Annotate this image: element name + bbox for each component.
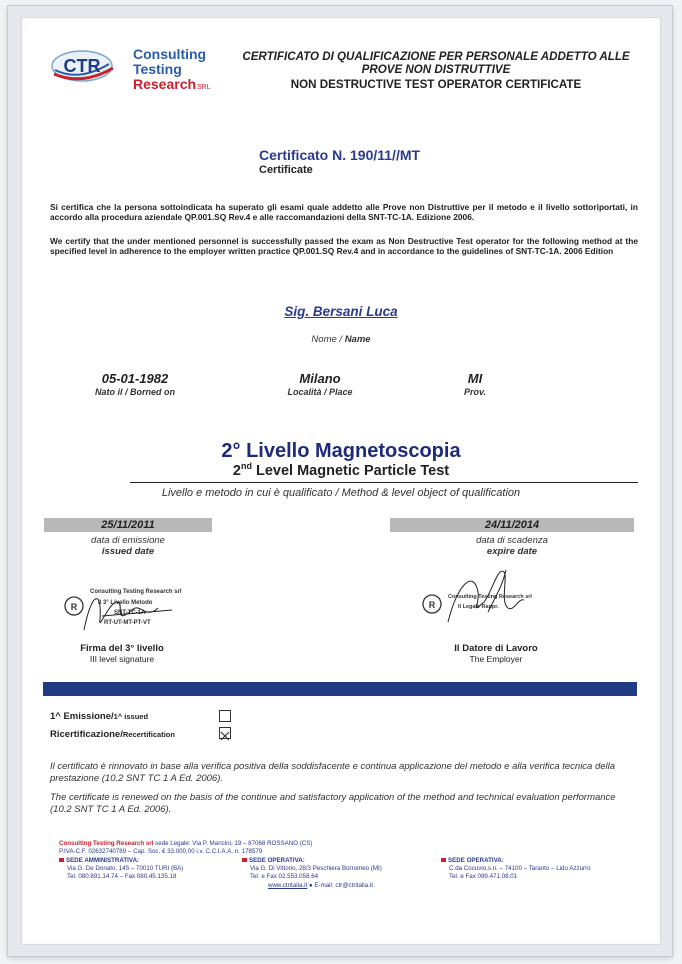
footer-legal-address: sede Legale: Via P. Mancini, 19 – 87068 ROSSANO (CS)	[153, 840, 313, 847]
renewal-text-it: Il certificato è rinnovato in base alla verifica positiva della soddisfacente e continua applicazione del metodo e alla verifica tecnica della prestazione (10.2 SNT TC 1 A Ed. 2006).	[50, 761, 616, 784]
ctr-logo-graphic	[49, 44, 219, 96]
left-stamp-line2: Il 3° Livello Metodo	[98, 600, 153, 606]
first-issue-label: 1^ Emissione/	[50, 711, 114, 722]
logo-line3: Research	[133, 76, 197, 92]
qualification-level-it: 2° Livello Magnetoscopia	[221, 440, 461, 462]
left-stamp-line1: Consulting Testing Research srl	[90, 589, 182, 595]
admin-address: Via G. De Donato, 145 – 70010 TURI (BA)	[67, 865, 184, 873]
level-number: 2	[232, 462, 241, 479]
email-text: ● E-mail: ctr@ctritalia.it	[307, 881, 373, 889]
left-stamp-line3: SNT-TC-1A	[114, 610, 146, 616]
footer-vat: P.IVA-C.F. 02632740789 – Cap. Soc. € 33.000,00 i.v. C.C.I.A.A. n. 178579	[59, 848, 263, 856]
recert-label: Ricertificazione/	[50, 729, 123, 740]
admin-title: SEDE AMMINISTRATIVA:	[66, 857, 140, 864]
svg-text:R: R	[70, 602, 78, 612]
issued-label-en: issued date	[101, 546, 155, 557]
recert-checkbox[interactable]	[219, 727, 231, 739]
right-signature-sub: The Employer	[469, 654, 523, 664]
op1-address: Via G. Di Vittorio, 28/3 Peschiera Borromeo (MI)	[250, 865, 382, 873]
left-stamp-graphic	[62, 580, 222, 638]
birth-place-label: Località / Place	[287, 387, 353, 397]
birth-date-field	[70, 371, 200, 397]
first-issue-row	[50, 711, 148, 722]
birth-place: Milano	[299, 371, 341, 386]
bullet-square	[59, 858, 64, 862]
op2-tel: Tel. e Fax 099.471.08.01	[449, 873, 518, 881]
birth-date: 05-01-1982	[101, 371, 169, 386]
right-signature-title: Il Datore di Lavoro	[454, 643, 538, 654]
logo-suffix: SRL	[197, 84, 211, 91]
header-title-en: NON DESTRUCTIVE TEST OPERATOR CERTIFICATE	[290, 78, 582, 91]
checkbox-x-icon	[220, 731, 230, 741]
level-ordinal: nd	[240, 461, 252, 471]
expire-label-it: data di scadenza	[476, 535, 548, 546]
footer-admin	[59, 857, 183, 882]
renewal-text-en: The certificate is renewed on the basis of the continue and satisfactory application of the method and technical evaluation performance (10.2 SNT TC 1 A Ed. 2006).	[50, 792, 616, 815]
right-signature-label	[410, 643, 582, 665]
qualification-caption: Livello e metodo in cui è qualificato / Method & level object of qualification	[161, 487, 521, 499]
issued-date: 25/11/2011	[44, 518, 212, 532]
certificate-label: Certificate	[259, 164, 313, 176]
left-signature-label	[40, 643, 204, 665]
divider-bar	[43, 682, 637, 696]
op1-title: SEDE OPERATIVA:	[249, 857, 305, 864]
footer-legal	[59, 840, 312, 856]
right-stamp	[418, 562, 568, 634]
footer-op2	[441, 857, 591, 882]
logo-line1: Consulting	[133, 46, 207, 62]
qualification-rule	[130, 482, 638, 483]
header-title-it: CERTIFICATO DI QUALIFICAZIONE PER PERSONALE ADDETTO ALLE PROVE NON DISTRUTTIVE	[242, 50, 630, 76]
right-stamp-line1: Consulting Testing Research srl	[448, 594, 532, 600]
bullet-square	[441, 858, 446, 862]
logo-line2: Testing	[133, 61, 182, 77]
right-stamp-line2: Il Legale Rappr.	[458, 604, 499, 610]
certificate-number: Certificato N. 190/11//MT	[259, 147, 421, 163]
certification-text-it: Si certifica che la persona sottoindicata ha superato gli esami quale addetto alle Prove non Distruttive per il metodo e il livello sottoriportati, in accordo alla procedura aziendale QP.001.SQ Rev.4 e alle raccomandazioni della SNT-TC-1A. Edizione 2006.	[50, 202, 638, 222]
left-stamp-line4: RT-UT-MT-PT-VT	[104, 620, 151, 626]
op1-tel: Tel. e Fax 02.553.058.64	[250, 873, 319, 881]
issued-label-it: data di emissione	[91, 535, 165, 546]
issued-date-label	[44, 535, 212, 557]
province-label: Prov.	[463, 387, 486, 397]
province-field	[440, 371, 510, 397]
place-field	[255, 371, 385, 397]
first-issue-small: 1^ issued	[113, 712, 149, 721]
level-method: Level Magnetic Particle Test	[251, 462, 450, 479]
expire-date-label	[390, 535, 634, 557]
logo-abbr: CTR	[63, 56, 101, 76]
left-signature-title: Firma del 3° livello	[80, 643, 164, 654]
recert-row	[50, 729, 175, 740]
svg-text:R: R	[428, 600, 436, 610]
name-label-en: Name	[344, 334, 371, 345]
admin-tel: Tel. 080.891.14.74 – Fax 080.45.135.18	[67, 873, 177, 881]
left-signature-sub: III level signature	[89, 654, 155, 664]
bullet-square	[242, 858, 247, 862]
website-link[interactable]: www.ctritalia.it	[268, 881, 308, 889]
person-name: Sig. Bersani Luca	[284, 304, 398, 319]
left-stamp	[62, 580, 222, 638]
birth-date-label: Nato il / Borned on	[95, 387, 175, 397]
ctr-logo	[49, 44, 219, 96]
name-label-it: Nome /	[311, 334, 345, 345]
footer-op1	[242, 857, 382, 890]
certification-text-en: We certify that the under mentioned personnel is successfully passed the exam as Non Destructive Test operator for the following method at the specified level in adherence to the employer written practice QP.001.SQ Rev.4 and in accordance to the guidelines of SNT-TC-1A. 2006 Edition	[50, 236, 638, 256]
op2-title: SEDE OPERATIVA:	[448, 857, 504, 864]
right-stamp-graphic	[418, 562, 568, 634]
qualification-level-en	[0, 461, 682, 479]
footer-company: Consulting Testing Research srl	[59, 840, 154, 847]
province: MI	[467, 371, 483, 386]
expire-label-en: expire date	[486, 546, 538, 557]
recert-small: Recertification	[122, 730, 175, 739]
op2-address: C.da Cocuvio,s.n. – 74100 – Taranto – Lido Azzurro	[449, 865, 591, 873]
expire-date: 24/11/2014	[390, 518, 634, 532]
first-issue-checkbox[interactable]	[219, 710, 231, 722]
name-label	[0, 334, 682, 345]
